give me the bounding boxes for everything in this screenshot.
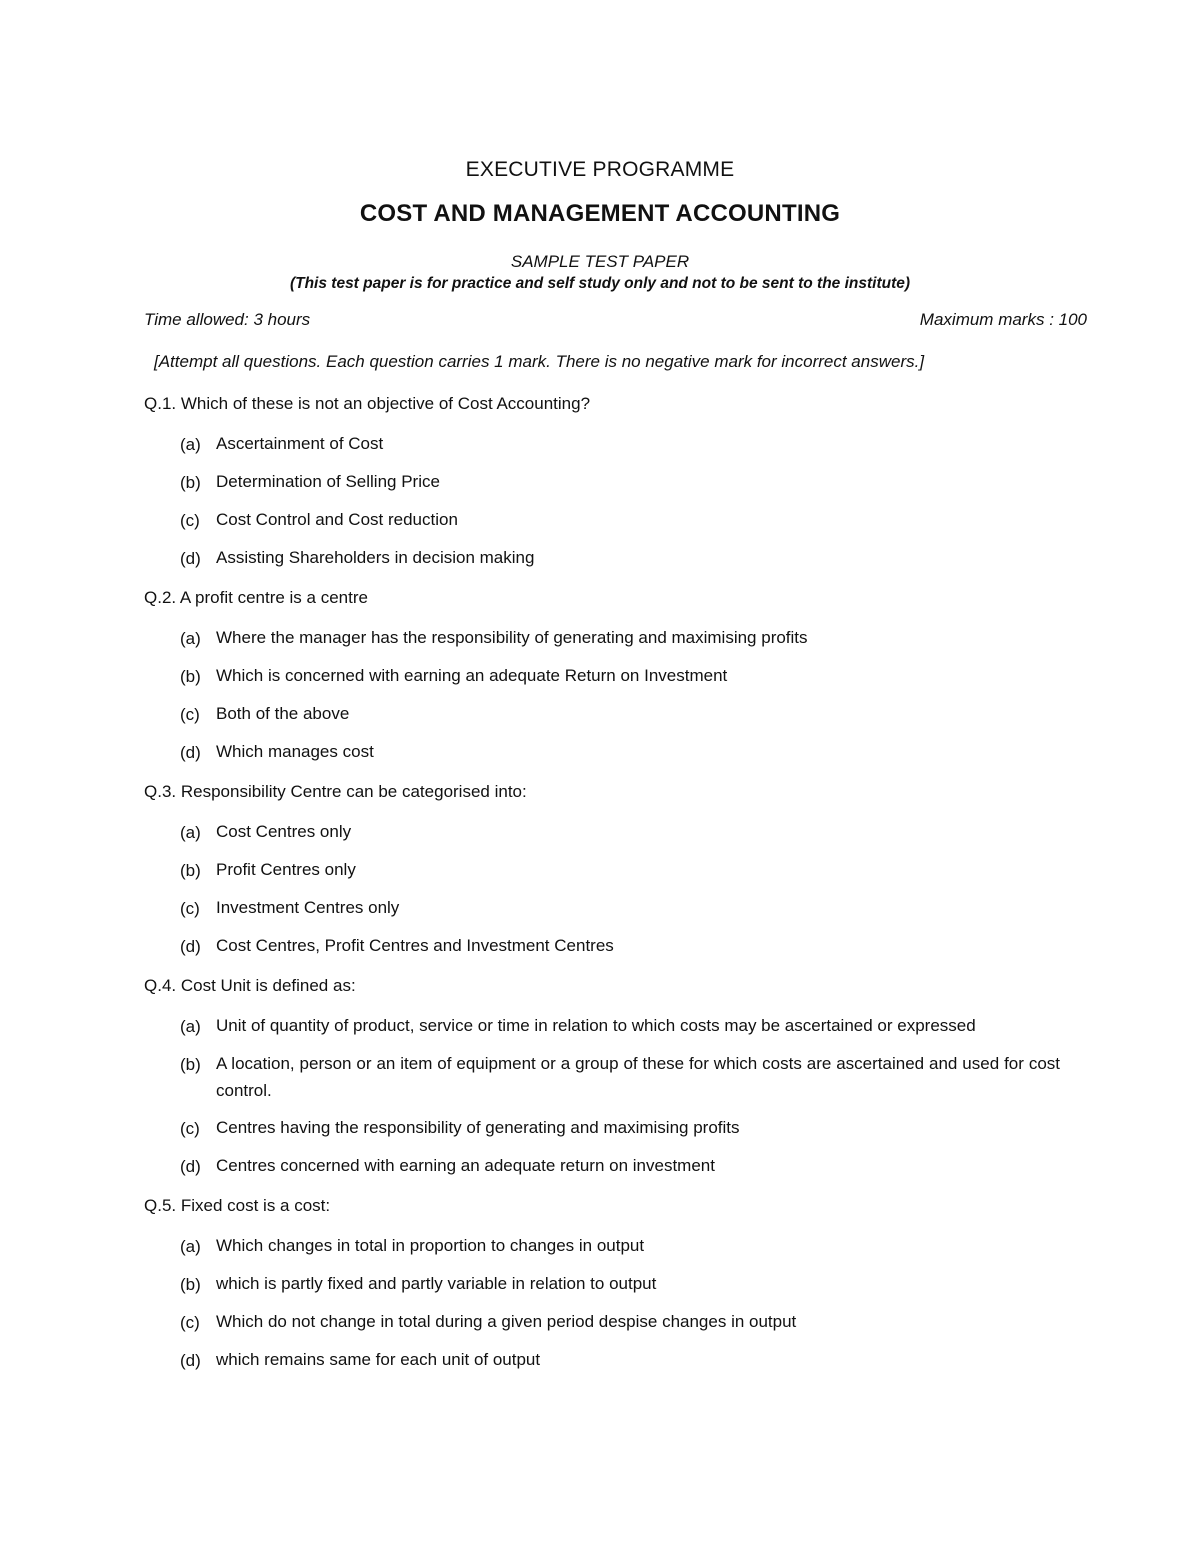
option-c xyxy=(144,507,1060,534)
question-number: Q.5. xyxy=(144,1196,177,1215)
option-text: A location, person or an item of equipment or a group of these for which costs are ascertained and used for cost control. xyxy=(216,1054,1060,1100)
time-allowed: Time allowed: 3 hours xyxy=(144,310,311,329)
option-text: Which do not change in total during a given period despise changes in output xyxy=(216,1312,797,1331)
question-stem: Cost Unit is defined as: xyxy=(180,976,356,995)
option-label: (d) xyxy=(180,1157,201,1176)
option-d xyxy=(144,545,1060,572)
option-label: (b) xyxy=(180,667,201,686)
option-text: Centres concerned with earning an adequate return on investment xyxy=(216,1156,715,1175)
question-2 xyxy=(144,587,1060,766)
option-label: (c) xyxy=(180,705,200,724)
option-text: Which is concerned with earning an adequate Return on Investment xyxy=(216,666,728,685)
question-5-text xyxy=(144,1195,1060,1217)
option-text: which remains same for each unit of output xyxy=(216,1350,541,1369)
option-text: Determination of Selling Price xyxy=(216,472,440,491)
option-text: which is partly fixed and partly variable in relation to output xyxy=(216,1274,657,1293)
option-label: (c) xyxy=(180,1119,200,1138)
option-b xyxy=(144,663,1060,690)
question-number: Q.2. xyxy=(144,588,177,607)
option-text: Ascertainment of Cost xyxy=(216,434,384,453)
option-text: Assisting Shareholders in decision making xyxy=(216,548,535,567)
option-text: Investment Centres only xyxy=(216,898,400,917)
option-b xyxy=(144,857,1060,884)
option-label: (d) xyxy=(180,743,201,762)
option-a xyxy=(144,819,1060,846)
option-label: (a) xyxy=(180,823,201,842)
paper-type: SAMPLE TEST PAPER xyxy=(510,252,690,271)
option-label: (b) xyxy=(180,1275,201,1294)
option-text: Which manages cost xyxy=(216,742,374,761)
question-1 xyxy=(144,393,1060,572)
option-a xyxy=(144,1013,1060,1040)
option-text: Unit of quantity of product, service or time in relation to which costs may be ascertained or expressed xyxy=(216,1016,976,1035)
option-d xyxy=(144,1347,1060,1374)
option-label: (c) xyxy=(180,899,200,918)
practice-note: (This test paper is for practice and self study only and not to be sent to the institute) xyxy=(289,275,911,292)
option-b xyxy=(144,1051,1060,1104)
option-label: (d) xyxy=(180,549,201,568)
option-label: (c) xyxy=(180,1313,200,1332)
option-c xyxy=(144,701,1060,728)
option-label: (a) xyxy=(180,1237,201,1256)
question-3 xyxy=(144,781,1060,960)
option-label: (b) xyxy=(180,473,201,492)
question-number: Q.1. xyxy=(144,394,177,413)
maximum-marks: Maximum marks : 100 xyxy=(919,310,1087,329)
option-text: Cost Control and Cost reduction xyxy=(216,510,458,529)
option-text: Cost Centres, Profit Centres and Investment Centres xyxy=(216,936,614,955)
option-c xyxy=(144,1309,1060,1336)
question-5 xyxy=(144,1195,1060,1374)
option-text: Centres having the responsibility of generating and maximising profits xyxy=(216,1118,740,1137)
question-stem: Which of these is not an objective of Cost Accounting? xyxy=(180,394,591,413)
option-c xyxy=(144,1115,1060,1142)
question-3-text xyxy=(144,781,1060,803)
option-d xyxy=(144,739,1060,766)
question-4 xyxy=(144,975,1060,1180)
option-label: (b) xyxy=(180,1055,201,1074)
option-b xyxy=(144,1271,1060,1298)
option-text: Profit Centres only xyxy=(216,860,356,879)
option-label: (a) xyxy=(180,1017,201,1036)
option-label: (d) xyxy=(180,1351,201,1370)
option-d xyxy=(144,933,1060,960)
question-4-text xyxy=(144,975,1060,997)
option-a xyxy=(144,1233,1060,1260)
option-a xyxy=(144,431,1060,458)
question-stem: Responsibility Centre can be categorised into: xyxy=(180,782,527,801)
option-label: (b) xyxy=(180,861,201,880)
subject-title: COST AND MANAGEMENT ACCOUNTING xyxy=(359,200,841,227)
question-stem: Fixed cost is a cost: xyxy=(180,1196,331,1215)
option-text: Cost Centres only xyxy=(216,822,352,841)
question-number: Q.3. xyxy=(144,782,177,801)
option-label: (c) xyxy=(180,511,200,530)
question-list xyxy=(144,393,1060,1389)
option-c xyxy=(144,895,1060,922)
question-1-text xyxy=(144,393,1060,415)
option-label: (a) xyxy=(180,435,201,454)
option-d xyxy=(144,1153,1060,1180)
question-number: Q.4. xyxy=(144,976,177,995)
question-stem: A profit centre is a centre xyxy=(179,588,368,607)
question-2-text xyxy=(144,587,1060,609)
programme-title: EXECUTIVE PROGRAMME xyxy=(465,158,735,181)
option-text: Both of the above xyxy=(216,704,350,723)
option-text: Where the manager has the responsibility of generating and maximising profits xyxy=(216,628,808,647)
option-label: (d) xyxy=(180,937,201,956)
option-b xyxy=(144,469,1060,496)
option-text: Which changes in total in proportion to changes in output xyxy=(216,1236,645,1255)
instructions: [Attempt all questions. Each question carries 1 mark. There is no negative mark for incorrect answers.] xyxy=(154,352,925,371)
option-label: (a) xyxy=(180,629,201,648)
option-a xyxy=(144,625,1060,652)
